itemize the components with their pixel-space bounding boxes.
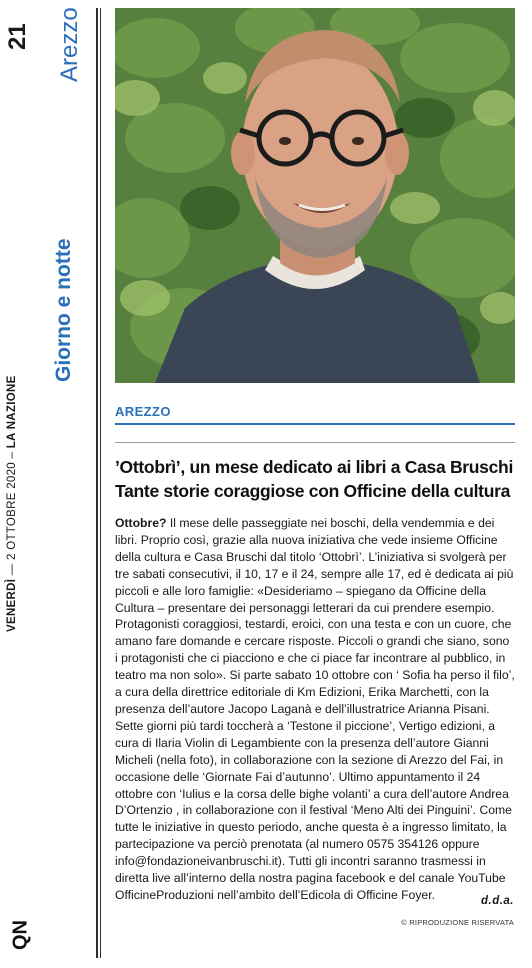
folio-dash2: – bbox=[6, 451, 18, 459]
headline-line-2: Tante storie coraggiose con Officine della cultura bbox=[115, 481, 511, 501]
folio-paper: LA NAZIONE bbox=[6, 375, 18, 449]
kicker-rule bbox=[115, 423, 515, 425]
section-label: Giorno e notte bbox=[52, 238, 75, 382]
folio-line bbox=[6, 375, 18, 632]
qn-logo bbox=[9, 912, 33, 958]
rights-notice: © RIPRODUZIONE RISERVATA bbox=[401, 918, 514, 927]
page-margin bbox=[0, 0, 48, 968]
folio-dash: — bbox=[6, 563, 18, 576]
headline-line-1: ’Ottobrì’, un mese dedicato ai libri a Casa Bruschi bbox=[115, 457, 514, 477]
separator-rule bbox=[115, 442, 515, 443]
qn-logo-text: QN bbox=[9, 920, 32, 950]
article-body bbox=[115, 515, 515, 904]
article-text: Il mese delle passeggiate nei boschi, della vendemmia e dei libri. Proprio così, grazie alla nuova iniziativa che vede insieme Officine della cultura e Casa Bruschi dal titolo ‘Ottobrì’. L’iniziativa si svolgerà per tre sabati consecutivi, il 10, 17 e il 24, sempre alle 17, ed è dedicata ai più piccoli e alle loro famiglie: «Desideriamo – spiegano da Officine della Cultura – presentare dei personaggi letterari da cui prendere esempio. Protagonisti coraggiosi, testardi, eroici, con una testa e con un cuore, che amano fare domande e cercare risposte. Piccoli o grandi che siano, sono i protagonisti che ci piacciono e che ci piace far incontrare al pubblico, in teatro ma non solo». Si parte sabato 10 ottobre con ‘ Sofia ha perso il filo’, a cura della direttrice editoriale di Km Edizioni, Erika Marchetti, con la presenza dell’autore Jacopo Laganà e dell’illustratrice Arianna Pisani. Sette giorni più tardi toccherà a ‘Testone il piccione’, Vertigo edizioni, a cura di Ilaria Violin di Legambiente con la presenza dell’autore Gianni Micheli (nella foto), in collaborazione con la sezione di Arezzo del Fai, in occasione delle ‘Giornate Fai d’autunno’. Ultimo appuntamento il 24 ottobre con ‘Iulius e la corsa delle bighe volanti’ a cura dell’autore Andrea D’Ortenzio , in collaborazione con il festival ‘Meno Alti dei Pinguini’. Come tutte le iniziative in questo periodo, anche questa è a ingresso limitato, la partecipazione va perciò prenotata (al numero 0575 354126 oppure info@fondazioneivanbruschi.it). Tutti gli incontri saranno trasmessi in diretta live all’interno della nostra pagina facebook e del canale YouTube OfficineProduzioni nell’ambito dell’Edicola di Officine Foyer. bbox=[115, 516, 515, 902]
column-divider bbox=[96, 8, 98, 958]
column-divider-thin bbox=[100, 8, 101, 958]
article-headline bbox=[115, 455, 520, 503]
article-byline: d.d.a. bbox=[480, 895, 514, 907]
article-lead: Ottobre? bbox=[115, 516, 167, 530]
article-kicker: AREZZO bbox=[115, 404, 171, 419]
folio-day: VENERDÌ bbox=[6, 578, 18, 632]
folio-date: 2 OTTOBRE 2020 bbox=[6, 462, 18, 560]
page-number: 21 bbox=[4, 23, 31, 50]
city-label: Arezzo bbox=[56, 7, 83, 82]
author-photo bbox=[115, 8, 515, 383]
